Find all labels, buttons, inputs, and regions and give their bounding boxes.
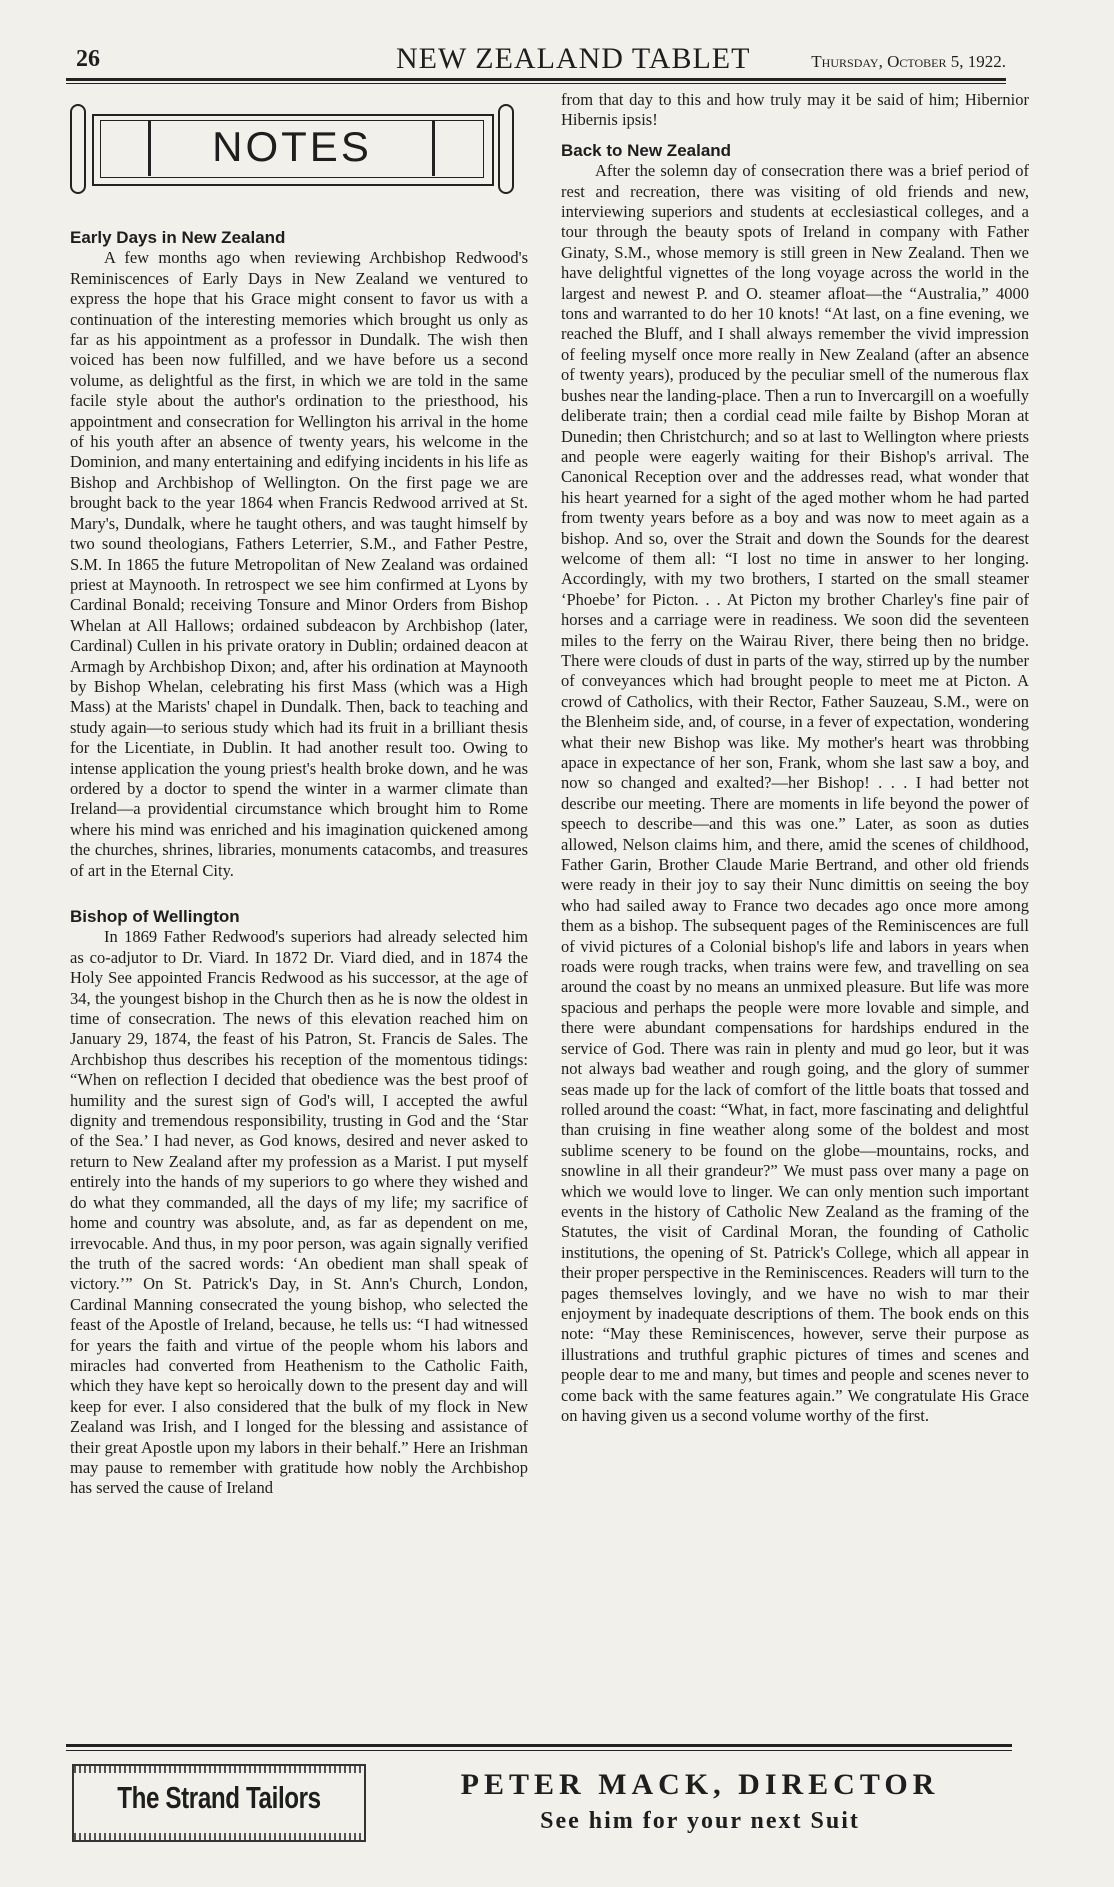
strand-tailors-advert	[72, 1764, 366, 1842]
page-number: 26	[76, 46, 100, 72]
advert-hatch-bottom	[74, 1833, 364, 1840]
footer-rule-thin	[66, 1750, 1012, 1751]
issue-date: Thursday, October 5, 1922.	[811, 52, 1006, 71]
paragraph-early-days: A few months ago when reviewing Archbishop Redwood's Reminiscences of Early Days in New Zealand we ventured to express the hope that his Grace might consent to favor us with a continuation of the interesting memories which brought us only as far as his appointment as a professor in Dundalk. The wish then voiced has been now fulfilled, and we have before us a second volume, as delightful as the first, in which we are told in the same facile style about the author's ordination to the priesthood, his appointment and consecration for Wellington his arrival in the home of his youth after an absence of twenty years, his welcome in the Dominion, and many entertaining and edifying incidents in his life as Bishop and Archbishop of Wellington. On the first page we are brought back to the year 1864 when Francis Redwood arrived at St. Mary's, Dundalk, where he taught others, and was taught himself by two sound theologians, Fathers Leterrier, S.M., and Father Pestre, S.M. In 1865 the future Metropolitan of New Zealand was ordained priest at Maynooth. In retrospect we see him confirmed at Lyons by Cardinal Bonald; receiving Tonsure and Minor Orders from Bishop Whelan at All Hallows; ordained subdeacon by Archbishop (later, Cardinal) Cullen in his private oratory in Dublin; ordained deacon at Armagh by Archbishop Dixon; and, after his ordination at Maynooth by Bishop Whelan, celebrating his first Mass (which was a High Mass) at the Marists' chapel in Dundalk. Then, back to teaching and study again—to serious study which had its fruit in a brilliant thesis for the Licentiate, in Dublin. It had another result too. Owing to intense application the young priest's health broke down, and he was ordered by a doctor to spend the winter in a warmer climate than Ireland—a providential circumstance which brought him to Rome where his mind was enriched and his imagination quickened among the churches, shrines, libraries, monuments catacombs, and treasures of art in the Eternal City.	[70, 248, 528, 880]
publication-title: NEW ZEALAND TABLET	[396, 42, 751, 75]
paragraph-bishop-of-wellington: In 1869 Father Redwood's superiors had already selected him as co-adjutor to Dr. Viard. In 1872 Dr. Viard died, and in 1874 the Holy See appointed Francis Redwood as his successor, at the age of 34, the youngest bishop in the Church then as he is now the oldest in time of consecration. The news of this elevation reached him on January 29, 1874, the feast of his Patron, St. Francis de Sales. The Archbishop thus describes his reception of the momentous tidings: “When on reflection I decided that obedience was the best proof of humility and the surest sign of God's will, I accepted the awful dignity and tremendous responsibility, trusting in God and the ‘Star of the Sea.’ I had never, as God knows, desired and never asked to return to New Zealand after my profession as a Marist. I put myself entirely into the hands of my superiors to go where they wished and do what they commanded, all the days of my life; my sacrifice of home and country was absolute, and, as far as dependent on me, irrevocable. And thus, in my poor person, was again signally verified the truth of the sacred words: ‘An obedient man shall speak of victory.’” On St. Patrick's Day, in St. Ann's Church, London, Cardinal Manning consecrated the young bishop, who selected the feast of the Apostle of Ireland, because, he tells us: “I had witnessed for years the faith and virtue of the people whom his labors and miracles had converted from Heathenism to the Catholic Faith, which they have kept so heroically down to the present day and will keep for ever. I also considered that the bulk of my flock in New Zealand was Irish, and I longed for the blessing and assistance of their great Apostle upon my labors in their behalf.” Here an Irishman may pause to remember with gratitude how nobly the Archbishop has served the cause of Ireland	[70, 927, 528, 1498]
section-heading-bishop-of-wellington: Bishop of Wellington	[70, 907, 240, 926]
strand-tailors-name: The Strand Tailors	[117, 1780, 321, 1815]
notes-banner	[70, 104, 514, 194]
header-rule-thin	[66, 83, 1006, 84]
slogan-line: See him for your next Suit	[540, 1808, 860, 1834]
peter-mack-advert	[380, 1768, 1020, 1835]
section-heading-back-to-new-zealand: Back to New Zealand	[561, 140, 732, 160]
right-column	[561, 90, 1029, 1426]
page-header	[66, 44, 1006, 76]
left-column	[70, 228, 528, 1499]
notes-heading: NOTES	[212, 123, 372, 170]
footer-rule	[66, 1744, 1012, 1747]
section-heading-early-days: Early Days in New Zealand	[70, 228, 286, 247]
paragraph-back-to-new-zealand: After the solemn day of consecration there was a brief period of rest and recreation, there was visiting of old friends and new, interviewing superiors and students at ecclesiastical colleges, and a tour through the beauty spots of Ireland in company with Father Ginaty, S.M., whose memory is still green in New Zealand. Then we have delightful vignettes of the long voyage across the world in the largest and newest P. and O. steamer afloat—the “Australia,” 4000 tons and warranted to do her 10 knots! “At last, on a fine evening, we reached the Bluff, and I shall always remember the vivid impression of feeling myself once more really in New Zealand (after an absence of twenty years), produced by the peculiar smell of the numerous flax bushes near the landing-place. Then a run to Invercargill on a woefully deliberate train; then a cordial cead mile failte by Bishop Moran at Dunedin; then Christchurch; and so at last to Wellington where priests and people were eagerly waiting for their Bishop's arrival. The Canonical Reception over and the addresses read, what wonder that his heart yearned for a sight of the aged mother whom he had parted from twenty years before as a boy and was now to meet again as a bishop. And so, over the Strait and down the Sounds for the dearest welcome of them all: “I lost no time in answer to her longing. Accordingly, with my two brothers, I started on the small steamer ‘Phoebe’ for Picton. . . At Picton my brother Charley's fine pair of horses and a carriage were in readiness. We soon did the seventeen miles to the ferry on the Wairau River, there being then no bridge. There were clouds of dust in parts of the way, stirred up by the number of conveyances which had brought people to meet me at Picton. A crowd of Catholics, with their Rector, Father Sauzeau, S.M., were on the Blenheim side, and, of course, in a fever of expectation, wondering what their new Bishop was like. My mother's heart was throbbing apace in expectance of her son, Frank, whom she last saw a boy, and now so changed and exalted?—her Bishop! . . . I had better not describe our meeting. There are moments in life beyond the power of speech to describe—and this was one.” Later, as soon as duties allowed, Nelson claims him, and there, amid the scenes of childhood, Father Garin, Brother Claude Marie Bertrand, and other old friends were ready in their joy to say their Nunc dimittis on seeing the boy who had sailed away to France two decades ago once more among them as a bishop. The subsequent pages of the Reminiscences are full of vivid pictures of a Colonial bishop's life and labors in years when roads were rough tracks, when trains were few, and travelling on sea around the coast by no means an unmixed pleasure. But life was more spacious and perhaps the people were more lovable and simple, and there were abundant compensations for hardships endured in the service of God. There was rain in plenty and mud go leor, but it was not always bad weather and rough going, and the glory of summer seas made up for the lack of comfort of the little boats that tossed and rolled around the coast: “What, in fact, more fascinating and delightful than cruising in fine weather along some of the boldest and most sublime scenery to be found on the globe—mountains, rocks, and snowline in all their grandeur?” We must pass over many a page on which we would love to linger. We can only mention such important events in the history of Catholic New Zealand as the framing of the Statutes, the visit of Cardinal Moran, the founding of Catholic institutions, the opening of St. Patrick's College, which all appear in their proper perspective in the Reminiscences. Readers will turn to the pages themselves lovingly, and we have no wish to mar their enjoyment by inadequate descriptions of them. The book ends on this note: “May these Reminiscences, however, serve their purpose as illustrations and truthful graphic pictures of times and scenes and people dear to me and many, but times and people and scenes never to come back with the same features again.” We congratulate His Grace on having given us a second volume worthy of the first.	[561, 161, 1029, 1425]
header-rule	[66, 78, 1006, 81]
advert-hatch-top	[74, 1766, 364, 1773]
director-line: PETER MACK, DIRECTOR	[460, 1768, 940, 1801]
paragraph-continuation: from that day to this and how truly may it be said of him; Hibernior Hibernis ipsis!	[561, 90, 1029, 130]
